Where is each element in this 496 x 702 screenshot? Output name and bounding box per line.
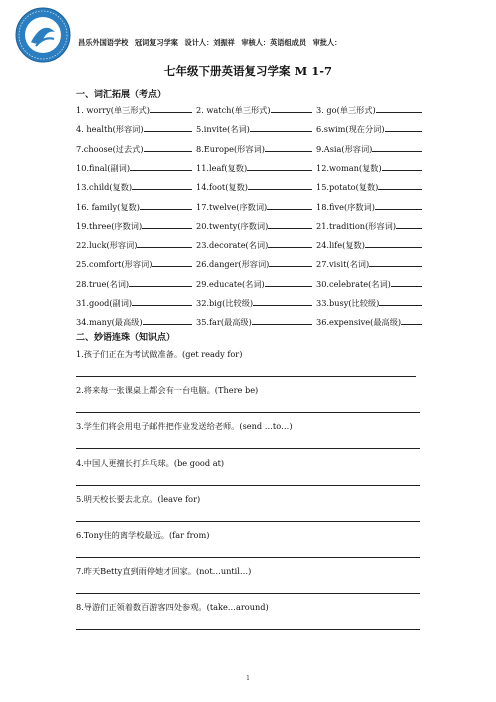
vocab-prompt: 13.child(复数) [76, 182, 133, 193]
vocab-item [196, 316, 312, 328]
vocab-row [76, 104, 422, 116]
answer-blank[interactable] [132, 181, 192, 190]
answer-line[interactable] [76, 521, 420, 522]
vocab-prompt: 26.danger(形容词) [196, 259, 270, 270]
page-title: 七年级下册英语复习学案 M 1-7 [163, 64, 332, 78]
vocab-prompt: 15.potato(复数) [316, 182, 379, 193]
answer-blank[interactable] [142, 220, 192, 229]
vocab-item [76, 239, 192, 251]
vocab-item [76, 201, 192, 213]
answer-blank[interactable] [267, 201, 312, 210]
answer-blank[interactable] [150, 104, 192, 113]
vocab-item [76, 297, 192, 309]
vocab-item [196, 201, 312, 213]
vocab-item [316, 258, 422, 270]
vocab-item [76, 316, 192, 328]
answer-blank[interactable] [382, 162, 422, 171]
vocab-item [316, 297, 422, 309]
header-school: 昌乐外国语学校 [78, 38, 129, 47]
page-header [78, 38, 341, 48]
sentence-prompt: 7.昨天Betty直到雨停她才回家。(not…until…) [76, 566, 252, 577]
answer-blank[interactable] [250, 123, 312, 132]
vocab-prompt: 20.twenty(序数词) [196, 220, 269, 231]
answer-line[interactable] [76, 485, 420, 486]
vocab-item [76, 162, 192, 174]
answer-line[interactable] [76, 412, 420, 413]
vocab-prompt: 5.invite(名词) [196, 124, 250, 135]
answer-blank[interactable] [376, 104, 422, 113]
vocab-prompt: 9.Asia(形容词) [316, 143, 373, 154]
answer-blank[interactable] [265, 143, 312, 152]
answer-blank[interactable] [401, 316, 422, 325]
vocab-item [196, 181, 312, 193]
answer-blank[interactable] [379, 297, 422, 306]
answer-blank[interactable] [391, 278, 422, 287]
vocab-prompt: 33.busy(比较级) [316, 298, 380, 308]
vocab-item [316, 104, 422, 116]
header-doc-type: 冠词复习学案 [134, 38, 178, 47]
vocab-prompt: 19.three(序数词) [76, 220, 143, 231]
vocab-item [76, 104, 192, 116]
vocab-item [196, 239, 312, 251]
vocab-item [76, 181, 192, 193]
answer-blank[interactable] [369, 258, 422, 267]
sentence-prompt: 8.导游们正领着数百游客四处参观。(take…around) [76, 602, 269, 613]
vocab-prompt: 16. family(复数) [76, 201, 140, 212]
vocab-prompt: 25.comfort(形容词) [76, 259, 153, 270]
answer-blank[interactable] [252, 316, 312, 325]
answer-blank[interactable] [268, 220, 312, 229]
sentence-prompt: 2.将来每一张课桌上都会有一台电脑。(There be) [76, 385, 259, 396]
vocab-prompt: 3. go(单三形式) [316, 105, 376, 115]
answer-blank[interactable] [365, 239, 422, 248]
vocab-prompt: 2. watch(单三形式) [196, 105, 271, 115]
vocab-item [76, 258, 192, 270]
vocab-prompt: 30.celebrate(名词) [316, 278, 391, 289]
answer-blank[interactable] [265, 278, 312, 287]
vocab-prompt: 7.choose(过去式) [76, 143, 144, 154]
answer-blank[interactable] [396, 220, 422, 229]
vocab-item [196, 297, 312, 309]
section-1-title: 一、词汇拓展（考点） [76, 90, 167, 100]
vocab-row [76, 162, 422, 174]
answer-blank[interactable] [152, 258, 192, 267]
sentence-prompt: 6.Tony住的离学校最远。(far from) [76, 530, 210, 540]
vocab-item [316, 162, 422, 174]
sentence-prompt: 1.孩子们正在为考试做准备。(get ready for) [76, 349, 243, 359]
vocab-item [316, 220, 422, 232]
vocab-row [76, 123, 422, 135]
sentence-prompt: 4.中国人更擅长打乒乓球。(be good at) [76, 457, 225, 468]
vocab-row [76, 220, 422, 232]
answer-line[interactable] [76, 593, 420, 594]
vocab-prompt: 23.decorate(名词) [196, 240, 269, 251]
answer-blank[interactable] [378, 181, 422, 190]
vocab-item [76, 123, 192, 135]
answer-line[interactable] [76, 376, 416, 377]
answer-blank[interactable] [143, 316, 192, 325]
answer-blank[interactable] [144, 143, 192, 152]
answer-blank[interactable] [385, 123, 422, 132]
answer-blank[interactable] [269, 258, 312, 267]
answer-blank[interactable] [248, 181, 312, 190]
vocab-prompt: 4. health(形容词) [76, 124, 144, 135]
vocab-row [76, 297, 422, 309]
vocab-prompt: 22.luck(形容词) [76, 240, 138, 251]
vocab-item [76, 278, 192, 290]
sentence-prompt: 5.明天校长要去北京。(leave for) [76, 493, 201, 504]
vocab-row [76, 258, 422, 270]
answer-line[interactable] [76, 557, 420, 558]
vocab-item [316, 181, 422, 193]
answer-blank[interactable] [140, 201, 192, 210]
vocab-prompt: 21.tradition(形容词) [316, 220, 397, 231]
vocab-item [76, 143, 192, 155]
vocab-item [316, 123, 422, 135]
vocab-item [196, 123, 312, 135]
answer-blank[interactable] [253, 297, 312, 306]
vocab-prompt: 10.final(副词) [76, 162, 131, 173]
vocab-prompt: 24.life(复数) [316, 240, 365, 251]
header-approver: 审批人： [312, 38, 342, 47]
vocab-prompt: 36.expensive(最高级) [316, 317, 402, 328]
vocab-prompt: 34.many(最高级) [76, 317, 143, 328]
answer-line[interactable] [76, 629, 420, 630]
answer-blank[interactable] [129, 278, 192, 287]
answer-blank[interactable] [247, 162, 312, 171]
vocab-row [76, 316, 422, 328]
vocab-item [196, 258, 312, 270]
vocab-item [196, 104, 312, 116]
answer-blank[interactable] [130, 162, 192, 171]
answer-line[interactable] [76, 448, 420, 449]
vocab-item [76, 220, 192, 232]
vocab-prompt: 12.woman(复数) [316, 162, 382, 173]
vocab-prompt: 28.true(名词) [76, 278, 130, 289]
vocab-prompt: 1. worry(单三形式) [76, 105, 150, 115]
vocab-item [196, 143, 312, 155]
vocab-prompt: 27.visit(名词) [316, 259, 370, 270]
school-logo [14, 6, 72, 64]
vocab-item [316, 316, 422, 328]
vocab-row [76, 278, 422, 290]
vocab-item [316, 143, 422, 155]
vocab-item [196, 162, 312, 174]
vocab-item [316, 239, 422, 251]
vocab-item [316, 278, 422, 290]
sentence-prompt: 3.学生们将会用电子邮件把作业发送给老师。(send …to…) [76, 421, 293, 432]
vocab-row [76, 239, 422, 251]
vocab-prompt: 11.leaf(复数) [196, 162, 248, 173]
vocab-item [196, 278, 312, 290]
answer-blank[interactable] [132, 297, 192, 306]
vocab-prompt: 32.big(比较级) [196, 298, 254, 308]
answer-blank[interactable] [375, 201, 422, 210]
answer-blank[interactable] [271, 104, 312, 113]
vocab-prompt: 18.five(序数词) [316, 201, 375, 212]
page-number: 1 [246, 675, 250, 682]
vocab-prompt: 8.Europe(形容词) [196, 143, 265, 154]
vocab-prompt: 35.far(最高级) [196, 317, 252, 328]
vocab-prompt: 31.good(副词) [76, 298, 133, 308]
answer-blank[interactable] [144, 123, 192, 132]
vocab-row [76, 181, 422, 193]
section-2-title: 二、妙语连珠（知识点） [76, 333, 176, 343]
vocab-prompt: 29.educate(名词) [196, 278, 265, 289]
vocab-prompt: 6.swim(现在分词) [316, 124, 385, 135]
vocab-item [316, 201, 422, 213]
vocab-item [196, 220, 312, 232]
answer-blank[interactable] [372, 143, 422, 152]
answer-blank[interactable] [268, 239, 312, 248]
vocab-prompt: 14.foot(复数) [196, 182, 248, 193]
vocab-row [76, 201, 422, 213]
vocab-row [76, 143, 422, 155]
header-designer: 设计人：刘振祥 [184, 38, 235, 47]
answer-blank[interactable] [137, 239, 192, 248]
vocab-prompt: 17.twelve(序数词) [196, 201, 268, 212]
header-reviewer: 审核人：英语组成员 [241, 38, 307, 47]
